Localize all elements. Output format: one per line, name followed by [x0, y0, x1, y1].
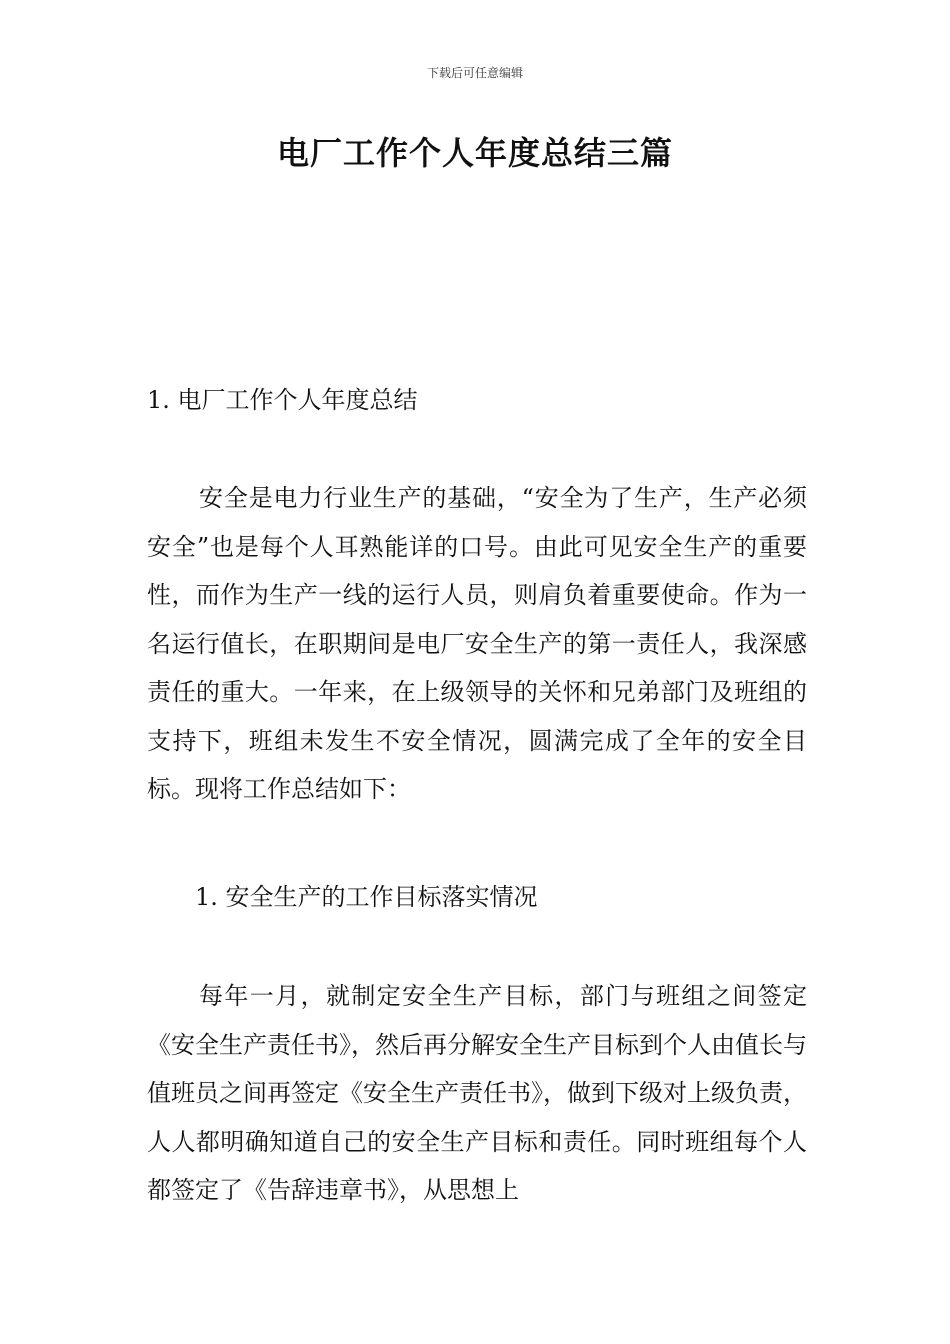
body-paragraph-2: 每年一月，就制定安全生产目标，部门与班组之间签定《安全生产责任书》，然后再分解安全生产目标到个人由值长与值班员之间再签定《安全生产责任书》，做到下级对上级负责，人人都明确知道自己的安全生产目标和责任。同时班组每个人都签定了《告辞违章书》，从思想上	[147, 982, 807, 1204]
document-title: 电厂工作个人年度总结三篇	[276, 134, 673, 172]
subsection-heading: 1. 安全生产的工作目标落实情况	[195, 883, 538, 911]
header-note: 下载后可任意编辑	[426, 66, 523, 80]
section-heading: 1. 电厂工作个人年度总结	[147, 386, 418, 414]
body-paragraph-1: 安全是电力行业生产的基础，“安全为了生产，生产必须安全”也是每个人耳熟能详的口号。由此可见安全生产的重要性，而作为生产一线的运行人员，则肩负着重要使命。作为一名运行值长，在职期间是电厂安全生产的第一责任人，我深感责任的重大。一年来，在上级领导的关怀和兄弟部门及班组的支持下，班组未发生不安全情况，圆满完成了全年的安全目标。现将工作总结如下：	[147, 484, 807, 803]
